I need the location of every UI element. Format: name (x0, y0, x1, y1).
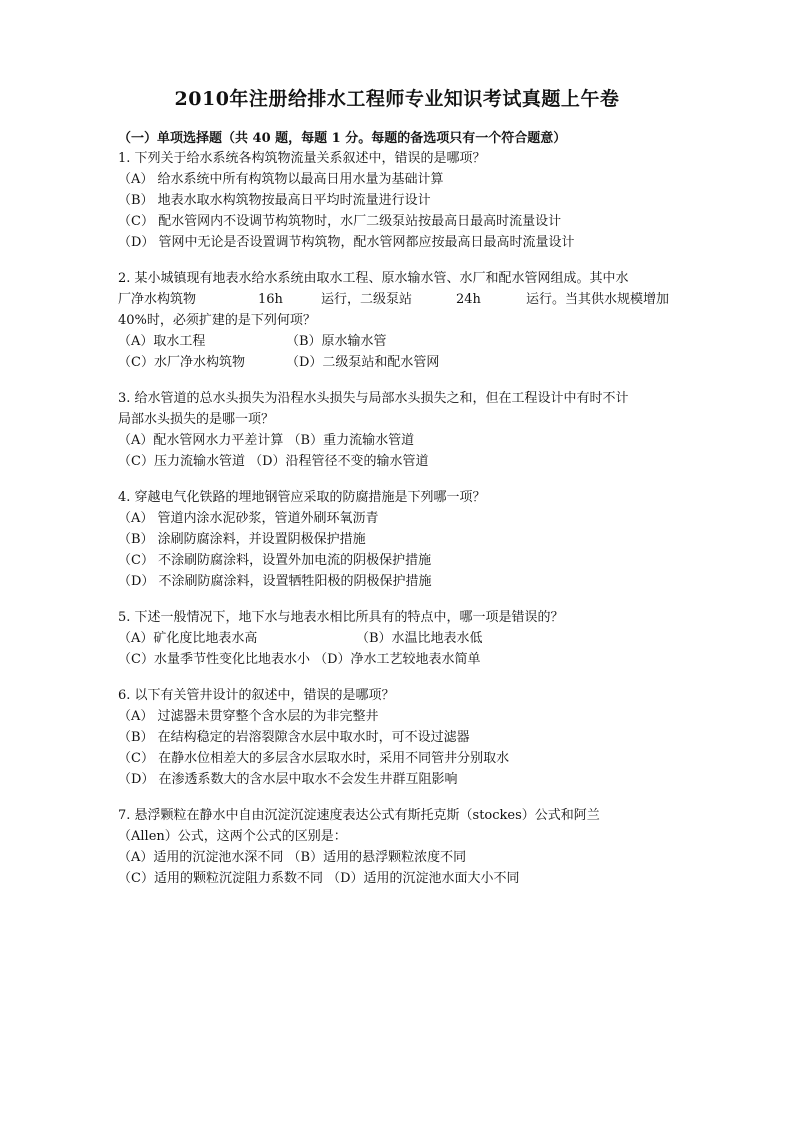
option-a: （A）取水工程 (118, 334, 206, 349)
question-stem-line: （Allen）公式，这两个公式的区别是： (118, 829, 347, 844)
option-row (118, 352, 690, 373)
question-stem-line (118, 289, 690, 310)
option-b: （B）水温比地表水低 (356, 631, 483, 646)
option-d: （D）二级泵站和配水管网 (286, 355, 440, 370)
question-3 (118, 388, 690, 472)
option-d: （D） 在渗透系数大的含水层中取水不会发生井群互阻影响 (118, 772, 458, 787)
question-6 (118, 685, 690, 790)
option-b: （B） 涂刷防腐涂料，并设置阴极保护措施 (118, 532, 366, 547)
stem-fragment: 24h (456, 292, 481, 307)
question-4 (118, 487, 690, 592)
question-stem: 1. 下列关于给水系统各构筑物流量关系叙述中，错误的是哪项？ (118, 151, 486, 166)
question-stem-line: 局部水头损失的是哪一项？ (118, 412, 275, 427)
question-stem-line: 7. 悬浮颗粒在静水中自由沉淀沉淀速度表达公式有斯托克斯（stockes）公式和阿兰 (118, 808, 600, 823)
option-d: （D） 不涂刷防腐涂料，设置牺牲阳极的阴极保护措施 (118, 574, 432, 589)
question-2 (118, 268, 690, 373)
question-5 (118, 607, 690, 670)
option-d: （D） 管网中无论是否设置调节构筑物，配水管网都应按最高日最高时流量设计 (118, 235, 575, 250)
option-b: （B） 地表水取水构筑物按最高日平均时流量进行设计 (118, 193, 431, 208)
option-row: （A）适用的沉淀池水深不同 （B）适用的悬浮颗粒浓度不同 (118, 850, 467, 865)
question-stem-line: 3. 给水管道的总水头损失为沿程水头损失与局部水头损失之和，但在工程设计中有时不计 (118, 391, 629, 406)
option-c: （C） 在静水位相差大的多层含水层取水时，采用不同管井分别取水 (118, 751, 510, 766)
document-title: 2010年注册给排水工程师专业知识考试真题上午卷 (174, 88, 620, 110)
option-row: （C）压力流输水管道 （D）沿程管径不变的输水管道 (118, 454, 429, 469)
stem-fragment: 厂净水构筑物 (118, 292, 197, 307)
section-heading: （一）单项选择题（共 40 题，每题 1 分。每题的备选项只有一个符合题意） (118, 131, 567, 146)
option-row (118, 628, 690, 649)
question-7 (118, 805, 690, 889)
question-stem: 5. 下述一般情况下，地下水与地表水相比所具有的特点中，哪一项是错误的？ (118, 610, 564, 625)
option-c: （C） 不涂刷防腐涂料，设置外加电流的阴极保护措施 (118, 553, 432, 568)
stem-fragment: 运行，二级泵站 (321, 292, 413, 307)
option-row: （A）配水管网水力平差计算 （B）重力流输水管道 (118, 433, 415, 448)
option-a: （A） 管道内涂水泥砂浆，管道外刷环氧沥青 (118, 511, 379, 526)
option-b: （B） 在结构稳定的岩溶裂隙含水层中取水时，可不设过滤器 (118, 730, 470, 745)
stem-fragment: 运行。当其供水规模增加 (526, 292, 670, 307)
option-c: （C）水厂净水构筑物 (118, 355, 245, 370)
option-row (118, 331, 690, 352)
option-a: （A）矿化度比地表水高 (118, 631, 258, 646)
question-stem-line: 2. 某小城镇现有地表水给水系统由取水工程、原水输水管、水厂和配水管网组成。其中水 (118, 271, 629, 286)
option-a: （A） 给水系统中所有构筑物以最高日用水量为基础计算 (118, 172, 444, 187)
question-stem: 6. 以下有关管井设计的叙述中，错误的是哪项？ (118, 688, 395, 703)
option-a: （A） 过滤器未贯穿整个含水层的为非完整井 (118, 709, 379, 724)
question-stem: 4. 穿越电气化铁路的埋地钢管应采取的防腐措施是下列哪一项？ (118, 490, 486, 505)
option-row: （C）水量季节性变化比地表水小 （D）净水工艺较地表水简单 (118, 652, 481, 667)
option-row: （C）适用的颗粒沉淀阻力系数不同 （D）适用的沉淀池水面大小不同 (118, 871, 520, 886)
stem-fragment: 16h (258, 292, 283, 307)
question-stem-line: 40%时，必须扩建的是下列何项？ (118, 313, 316, 328)
option-c: （C） 配水管网内不设调节构筑物时，水厂二级泵站按最高日最高时流量设计 (118, 214, 562, 229)
question-1 (118, 148, 690, 253)
option-b: （B）原水输水管 (286, 334, 387, 349)
question-list (118, 148, 690, 904)
